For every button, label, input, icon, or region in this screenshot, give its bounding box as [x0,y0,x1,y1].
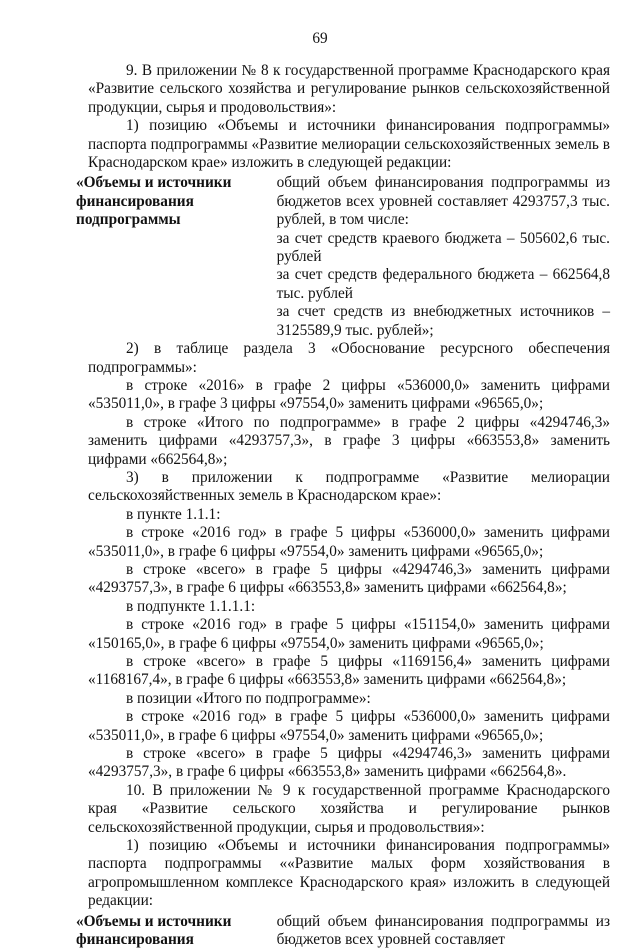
table-value-line: за счет средств федерального бюджета – 662564,8 тыс. рублей [276,266,610,302]
paragraph: в строке «2016 год» в графе 5 цифры «151154,0» заменить цифрами «150165,0», в графе 6 цифры «97554,0» заменить цифрами «96565,0»; [88,616,610,652]
paragraph: в строке «Итого по подпрограмме» в графе 2 цифры «4294746,3» заменить цифрами «4293757,3», в графе 3 цифры «663553,8» заменить цифрами «662564,8»; [88,413,610,468]
paragraph: 1) позицию «Объемы и источники финансирования подпрограммы» паспорта подпрограммы ««Развитие малых форм хозяйствования в агропромышленном комплексе Краснодарского края» изложить в следующей редакции: [88,837,610,910]
page-number: 69 [312,30,328,47]
table-label: «Объемы и источники финансирования подпрограммы [76,174,232,229]
paragraph: 3) в приложении к подпрограмме «Развитие мелиорации сельскохозяйственных земель в Краснодарском крае»: [88,468,610,505]
paragraph: в позиции «Итого по подпрограмме»: [126,689,371,707]
passport-financing-table [76,913,610,950]
passport-financing-table [76,174,610,340]
table-label: «Объемы и источники финансирования [76,912,232,949]
table-value-line: за счет средств краевого бюджета – 505602,6 тыс. рублей [276,229,610,266]
paragraph: 9. В приложении № 8 к государственной программе Краснодарского края «Развитие сельского хозяйства и регулирование рынков сельскохозяйственной продукции, сырья и продовольствия»: [88,62,610,116]
paragraph: в подпункте 1.1.1.1: [126,597,256,615]
paragraph: 10. В приложении № 9 к государственной программе Краснодарского края «Развитие сельского хозяйства и регулирование рынков сельскохозяйственной продукции, сырья и продовольствия»: [88,781,610,836]
paragraph: в строке «всего» в графе 5 цифры «4294746,3» заменить цифрами «4293757,3», в графе 6 цифры «663553,8» заменить цифрами «662564,8». [88,745,610,781]
paragraph: в строке «2016 год» в графе 5 цифры «536000,0» заменить цифрами «535011,0», в графе 6 цифры «97554,0» заменить цифрами «96565,0»; [88,524,610,560]
table-value-line: общий объем финансирования подпрограммы из бюджетов всех уровней составляет 4293757,3 тыс. рублей, в том числе: [276,174,610,229]
paragraph: в строке «всего» в графе 5 цифры «4294746,3» заменить цифрами «4293757,3», в графе 6 цифры «663553,8» заменить цифрами «662564,8»; [88,560,610,597]
paragraph: в пункте 1.1.1: [126,505,221,523]
paragraph: в строке «2016» в графе 2 цифры «536000,0» заменить цифрами «535011,0», в графе 3 цифры «97554,0» заменить цифрами «96565,0»; [88,376,610,413]
table-value [277,913,610,950]
table-value [277,174,610,340]
paragraph: 1) позицию «Объемы и источники финансирования подпрограммы» паспорта подпрограммы «Развитие мелиорации сельскохозяйственных земель в Краснодарском крае» изложить в следующей редакции: [88,117,610,172]
table-value-line: общий объем финансирования подпрограммы из бюджетов всех уровней составляет [276,912,610,949]
table-value-line: за счет средств из внебюджетных источников – 3125589,9 тыс. рублей»; [276,303,610,339]
paragraph: в строке «2016 год» в графе 5 цифры «536000,0» заменить цифрами «535011,0», в графе 6 цифры «97554,0» заменить цифрами «96565,0»; [88,708,610,744]
paragraph: 2) в таблице раздела 3 «Обоснование ресурсного обеспечения подпрограммы»: [88,340,610,376]
document-body [76,62,610,950]
paragraph: в строке «всего» в графе 5 цифры «1169156,4» заменить цифрами «1168167,4», в графе 6 цифры «663553,8» заменить цифрами «662564,8»; [88,653,610,689]
